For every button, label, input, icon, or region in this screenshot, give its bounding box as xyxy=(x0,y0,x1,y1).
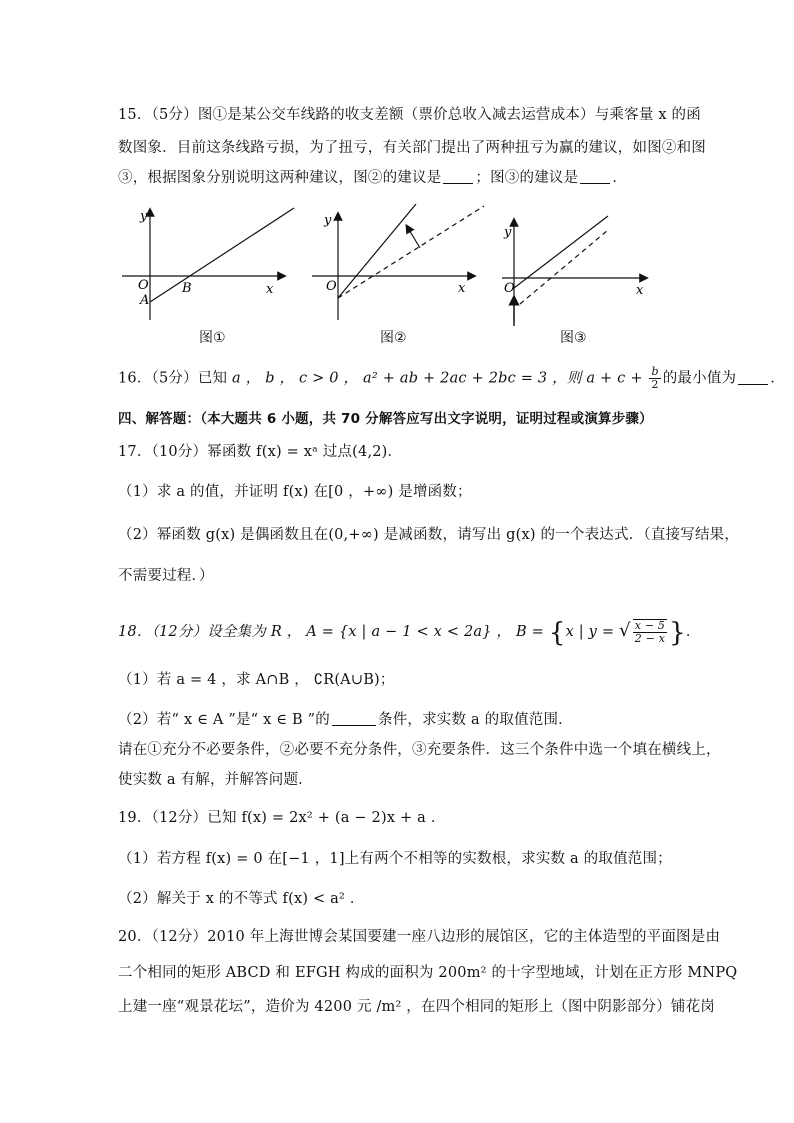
left-brace: { xyxy=(548,618,566,648)
fig2-rotate-arrow xyxy=(408,228,420,248)
answer-blank-3 xyxy=(738,370,768,385)
figure-3 xyxy=(502,216,644,326)
fig3-x-label: x xyxy=(636,283,644,298)
q18-note2: 使实数 a 有解，并解答问题． xyxy=(118,772,313,788)
q16-condition: a ， b ， c > 0 ， a² + ab + 2ac + 2bc = 3 ，则 xyxy=(232,370,582,387)
q16-suffix: 的最小值为 xyxy=(662,370,737,387)
fig1-origin-label: O xyxy=(138,278,149,293)
fig1-b-label: B xyxy=(182,281,192,296)
q20-line1: 20．（12分）2010 年上海世博会某国要建一座八边形的展馆区，它的主体造型的平面图是由 xyxy=(118,929,721,945)
q15-line1: 15．（5分）图①是某公交车线路的收支差额（票价总收入减去运营成本）与乘客量 x 的函 xyxy=(118,107,701,123)
q18-part2-b: 条件，求实数 a 的取值范围． xyxy=(378,712,573,728)
q15-line3-a: ③，根据图象分别说明这两种建议，图②的建议是 xyxy=(118,170,442,186)
q16-expression: a + c + xyxy=(586,370,643,387)
q19-part2: （2）解关于 x 的不等式 f(x) < a² ． xyxy=(118,891,365,907)
answer-blank-1 xyxy=(443,169,473,184)
q18-part2-a: （2）若“ x ∈ A ”是“ x ∈ B ”的 xyxy=(118,712,330,728)
q19-part1: （1）若方程 f(x) = 0 在[−1 ，1]上有两个不相等的实数根，求实数 a 的取值范围； xyxy=(118,851,672,867)
q16-prefix: 16．（5分）已知 xyxy=(118,370,228,387)
q17-part2-a: （2）幂函数 g(x) 是偶函数且在(0,+∞) 是减函数，请写出 g(x) 的一个表达式．（直接写结果， xyxy=(118,527,740,543)
q17-part2-b: 不需要过程．） xyxy=(118,568,214,584)
q18-set-b-left: x | y = xyxy=(565,624,615,640)
q16-fraction xyxy=(649,366,660,391)
fig1-caption: 图① xyxy=(199,330,226,346)
q20-line2: 二个相同的矩形 ABCD 和 EFGH 构成的面积为 200m² 的十字型地域，计划在正方形 MNPQ xyxy=(118,965,738,981)
q15-line3 xyxy=(118,166,627,187)
q18-sqrt-den: 2 − x xyxy=(634,632,666,645)
fig2-caption: 图② xyxy=(380,330,407,346)
q18-part1: （1）若 a = 4 ，求 A∩B ， ∁R(A∪B)； xyxy=(118,672,395,688)
fig2-solid-line xyxy=(338,204,416,298)
q19-line1: 19．（12分）已知 f(x) = 2x² + (a − 2)x + a ． xyxy=(118,810,446,826)
q18-sqrt-num: x − 5 xyxy=(634,619,666,632)
q15-line2: 数图象．目前这条线路亏损，为了扭亏，有关部门提出了两种扭亏为赢的建议，如图②和图 xyxy=(118,140,706,156)
q16-frac-num: b xyxy=(651,365,659,378)
answer-blank-2 xyxy=(580,169,610,184)
q16-line xyxy=(118,366,785,391)
figure-1 xyxy=(122,208,294,320)
q18-set-a: 18．（12分）设全集为 R ， A = {x | a − 1 < x < 2a} ， B = xyxy=(118,624,545,640)
q18-part2 xyxy=(118,708,573,729)
q16-end: ． xyxy=(770,370,785,387)
q20-line3: 上建一座“观景花坛”，造价为 4200 元 /m² ，在四个相同的矩形上（图中阴影部分）铺花岗 xyxy=(118,999,716,1015)
q17-part1: （1）求 a 的值，并证明 f(x) 在[0 ，+∞) 是增函数； xyxy=(118,484,472,500)
q18-note1: 请在①充分不必要条件，②必要不充分条件，③充要条件．这三个条件中选一个填在横线上， xyxy=(118,742,721,758)
answer-blank-4 xyxy=(332,711,376,726)
fig1-a-label: A xyxy=(140,293,150,308)
q15-line3-b: ；图③的建议是 xyxy=(475,170,579,186)
q18-line1 xyxy=(118,618,701,648)
q17-line1: 17．（10分）幂函数 f(x) = xᵃ 过点(4,2)． xyxy=(118,444,403,460)
fig3-solid-line xyxy=(514,216,608,288)
sqrt-sign: √ xyxy=(619,620,631,641)
figure-2 xyxy=(312,204,484,320)
fig3-caption: 图③ xyxy=(560,330,587,346)
q18-line1-end: ． xyxy=(685,624,701,640)
fig2-origin-label: O xyxy=(326,279,337,294)
fig3-dashed-line xyxy=(520,230,608,304)
fig2-x-label: x xyxy=(458,281,466,296)
q15-line3-c: ． xyxy=(612,170,628,186)
fig3-origin-label: O xyxy=(504,281,515,296)
fig2-y-label: y xyxy=(324,213,332,228)
section-4-title: 四、解答题：（本大题共 6 小题，共 70 分解答应写出文字说明，证明过程或演算步骤） xyxy=(118,411,653,427)
right-brace: } xyxy=(669,618,686,648)
fig3-y-label: y xyxy=(504,225,512,240)
fig1-x-label: x xyxy=(266,282,274,297)
fig1-y-label: y xyxy=(140,209,148,224)
q16-frac-den: 2 xyxy=(651,378,659,391)
q18-sqrt-fraction xyxy=(633,619,667,645)
